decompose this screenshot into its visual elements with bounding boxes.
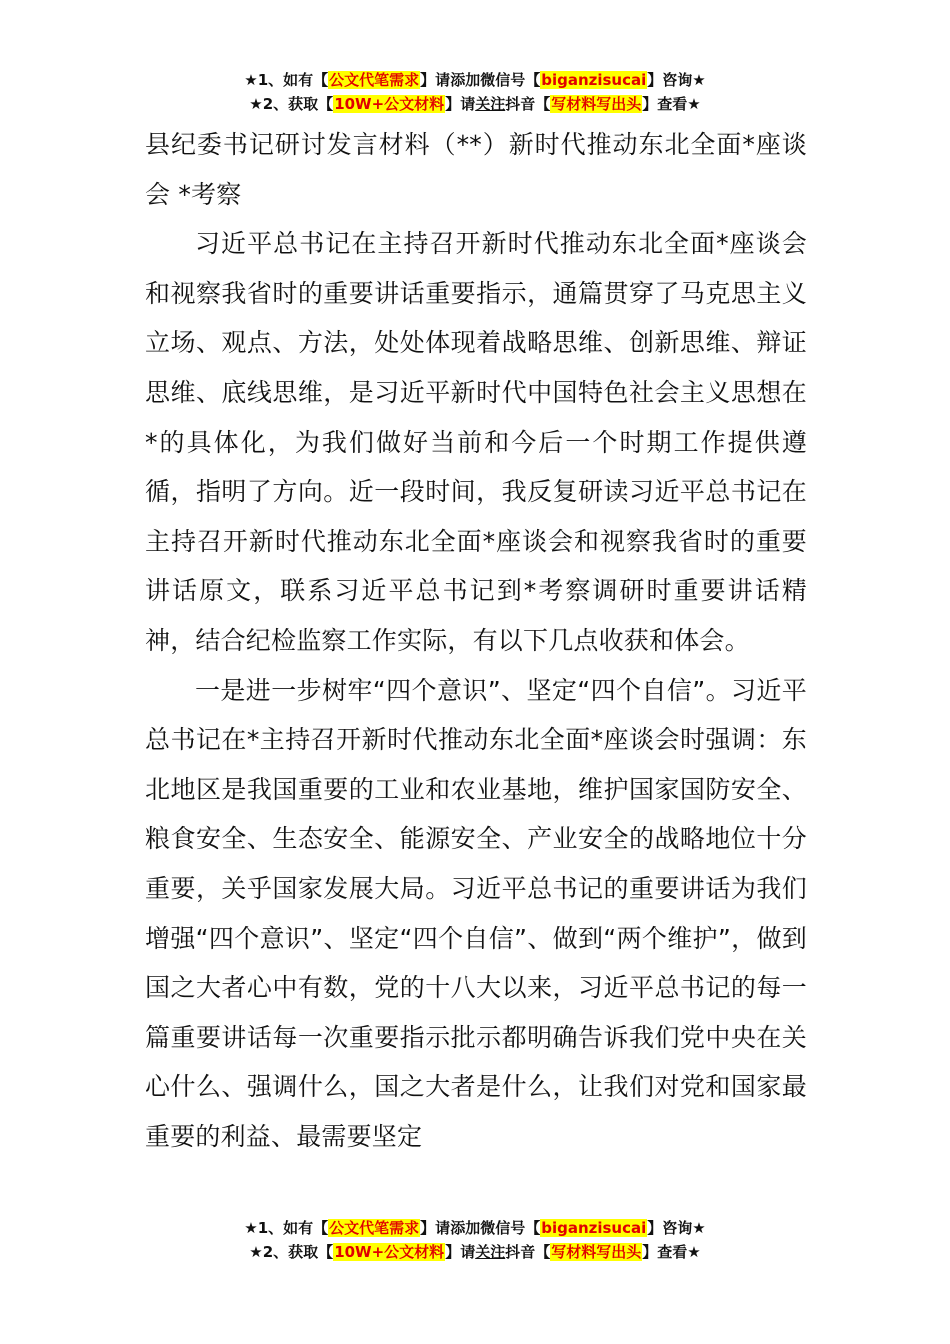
highlight-text: biganzisucai (541, 1219, 647, 1237)
banner-text: 微信号【 (480, 71, 541, 89)
banner-text: ★1、如有【 (244, 71, 329, 89)
document-title: 县纪委书记研讨发言材料（**）新时代推动东北全面*座谈会 *考察 (145, 130, 807, 209)
highlight-text: 10W+公文材料 (334, 95, 445, 113)
banner-text: 微信号【 (480, 1219, 541, 1237)
footer-banner (0, 1216, 950, 1264)
paragraph: 一是进一步树牢“四个意识”、坚定“四个自信”。习近平总书记在*主持召开新时代推动东北全面*座谈会时强调：东北地区是我国重要的工业和农业基地，维护国家国防安全、粮食安全、生态安全、能源安全、产业安全的战略地位十分重要，关乎国家发展大局。习近平总书记的重要讲话为我们增强“四个意识”、坚定“四个自信”、做到“两个维护”，做到国之大者心中有数，党的十八大以来，习近平总书记的每一篇重要讲话每一次重要指示批示都明确告诉我们党中央在关心什么、强调什么，国之大者是什么，让我们对党和国家最重要的利益、最需要坚定 (145, 675, 807, 1151)
banner-text: 添加 (450, 1219, 481, 1237)
underlined-text: 关注 (475, 1243, 506, 1261)
highlight-text: 写材料写出头 (551, 1243, 642, 1261)
banner-line-1 (0, 1216, 950, 1240)
banner-text: 】查看★ (642, 95, 701, 113)
highlight-text: 10W+公文材料 (334, 1243, 445, 1261)
highlight-text: 写材料写出头 (551, 95, 642, 113)
banner-text: 抖音【 (505, 95, 551, 113)
banner-text: 】咨询★ (647, 71, 706, 89)
underlined-text: 关注 (475, 95, 506, 113)
banner-text: 添加 (450, 71, 481, 89)
highlight-text: biganzisucai (541, 71, 647, 89)
highlight-text: 公文代笔需求 (329, 1219, 420, 1237)
banner-text: ★2、获取【 (249, 1243, 334, 1261)
banner-text: 抖音【 (505, 1243, 551, 1261)
header-banner (0, 68, 950, 116)
banner-text: 】咨询★ (647, 1219, 706, 1237)
document-body (145, 120, 807, 1161)
banner-line-2 (0, 92, 950, 116)
banner-text: ★1、如有【 (244, 1219, 329, 1237)
highlight-text: 公文代笔需求 (329, 71, 420, 89)
banner-text: ★2、获取【 (249, 95, 334, 113)
banner-text: 】请 (420, 71, 451, 89)
paragraph: 习近平总书记在主持召开新时代推动东北全面*座谈会和视察我省时的重要讲话重要指示，通篇贯穿了马克思主义立场、观点、方法，处处体现着战略思维、创新思维、辩证思维、底线思维，是习近平新时代中国特色社会主义思想在*的具体化，为我们做好当前和今后一个时期工作提供遵循，指明了方向。近一段时间，我反复研读习近平总书记在主持召开新时代推动东北全面*座谈会和视察我省时的重要讲话原文，联系习近平总书记到*考察调研时重要讲话精神，结合纪检监察工作实际，有以下几点收获和体会。 (145, 229, 807, 655)
banner-text: 】查看★ (642, 1243, 701, 1261)
banner-text: 】请 (445, 95, 476, 113)
banner-line-2 (0, 1240, 950, 1264)
banner-line-1 (0, 68, 950, 92)
banner-text: 】请 (445, 1243, 476, 1261)
banner-text: 】请 (420, 1219, 451, 1237)
